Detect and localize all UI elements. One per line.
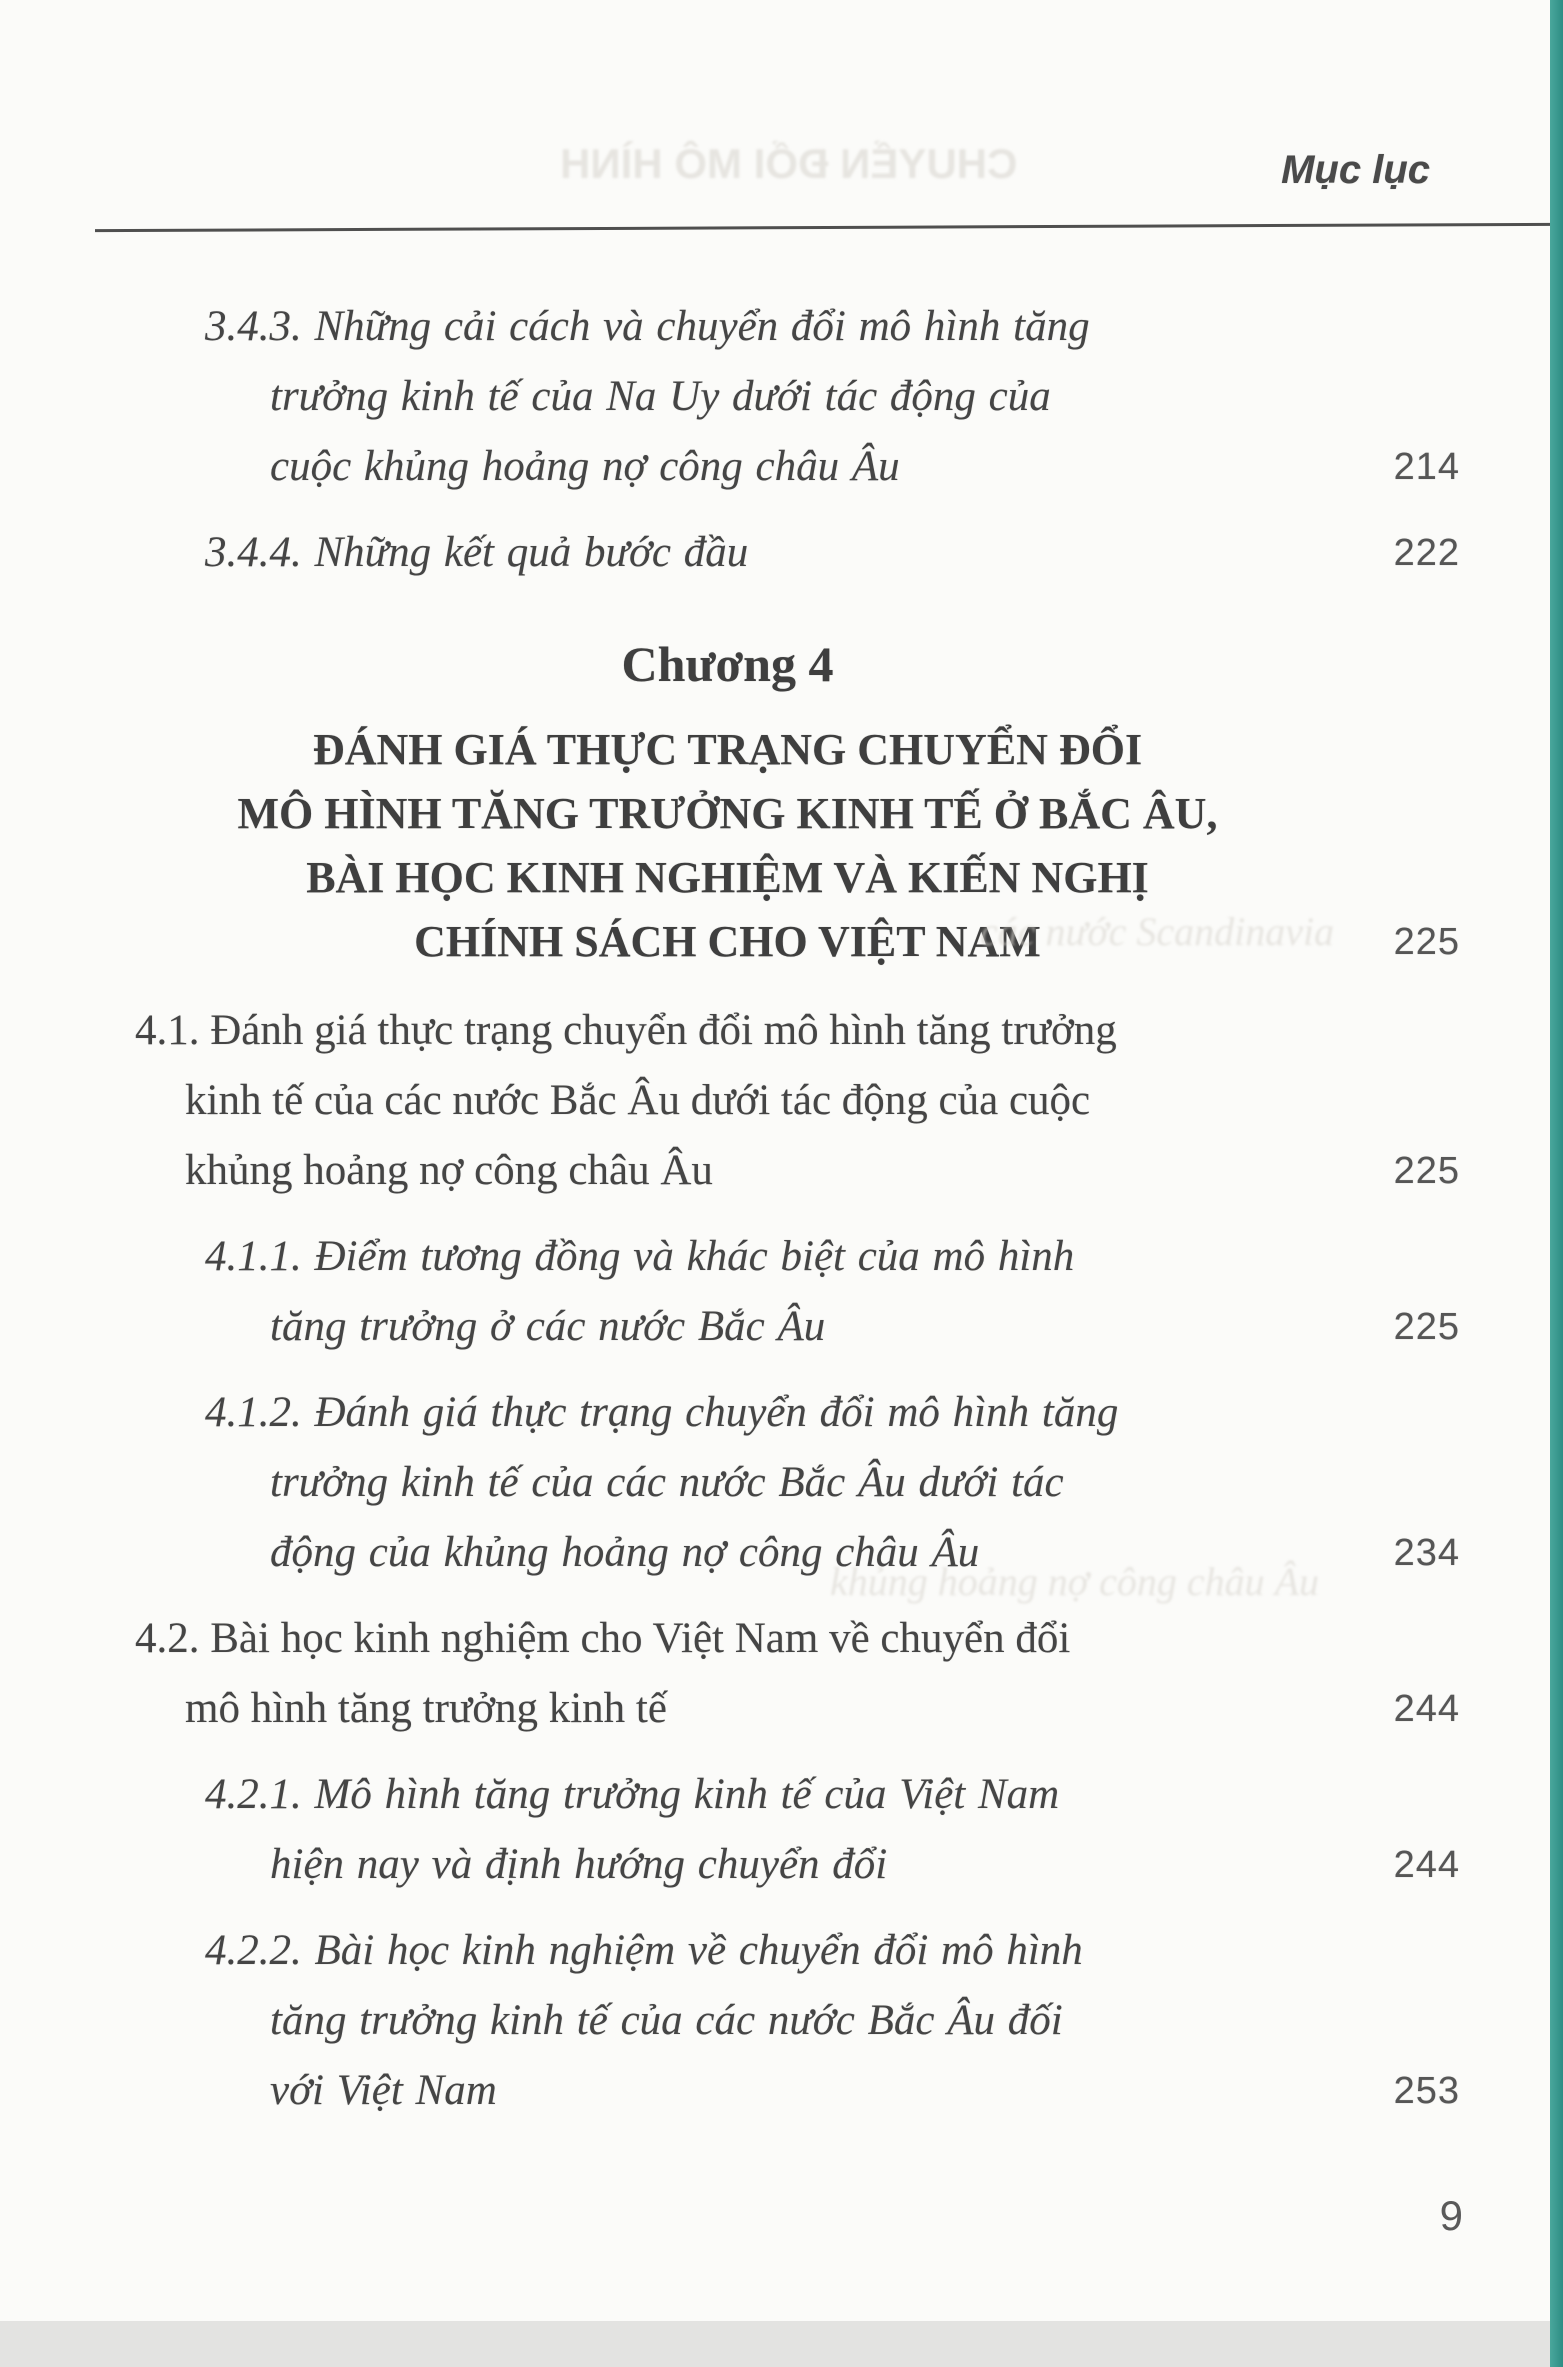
toc-entry-line: 3.4.3. Những cải cách và chuyển đổi mô hình tăng [205,303,1090,350]
scan-bottom-edge [0,2321,1563,2367]
toc-entry [135,996,1460,1206]
toc-entry-line: trưởng kinh tế của Na Uy dưới tác động của [270,373,1051,420]
toc-page-number: 222 [1393,532,1460,574]
chapter-title-line: BÀI HỌC KINH NGHIỆM VÀ KIẾN NGHỊ [306,853,1149,902]
toc-page-number: 225 [1393,921,1460,963]
toc-page-number: 214 [1393,446,1460,488]
toc-entry-line: 4.1.2. Đánh giá thực trạng chuyển đổi mô hình tăng [205,1389,1119,1436]
page-header-running-title: Mục lục [1281,148,1430,192]
toc-entry [205,518,1460,588]
toc-entry-line: tăng trưởng ở các nước Bắc Âu [270,1303,826,1350]
toc-page-number: 225 [1393,1306,1460,1348]
toc-entry-line: hiện nay và định hướng chuyển đổi [270,1841,888,1888]
toc-entry-line: 3.4.4. Những kết quả bước đầu [205,529,749,576]
toc-entry-line: 4.2. Bài học kinh nghiệm cho Việt Nam về chuyển đổi [135,1615,1071,1662]
chapter-title-line: ĐÁNH GIÁ THỰC TRẠNG CHUYỂN ĐỔI [312,725,1143,774]
toc-entry [205,1378,1460,1588]
scan-book-edge-strip [1550,0,1563,2367]
toc-entry-line: kinh tế của các nước Bắc Âu dưới tác động của cuộc [185,1077,1091,1124]
toc-entry-line: trưởng kinh tế của các nước Bắc Âu dưới tác [270,1459,1064,1506]
chapter-heading: Chương 4 [621,636,834,692]
chapter-title-line: MÔ HÌNH TĂNG TRƯỞNG KINH TẾ Ở BẮC ÂU, [237,789,1218,838]
toc-entry-line: 4.2.2. Bài học kinh nghiệm về chuyển đổi mô hình [205,1927,1083,1974]
toc-list [135,292,1460,2142]
page-number: 9 [1439,2192,1463,2239]
toc-entry [205,1222,1460,1362]
bleed-through-ghost-text: CHUYỂN ĐỔI MÔ HÌNH [560,140,1018,187]
toc-entry-line: 4.2.1. Mô hình tăng trưởng kinh tế của Việt Nam [205,1771,1060,1818]
toc-entry [135,1604,1460,1744]
bleed-through-ghost-text: khủng hoảng nợ công châu Âu [830,1559,1320,1604]
toc-entry-line: với Việt Nam [270,2067,497,2114]
toc-entry-line: mô hình tăng trưởng kinh tế [185,1685,667,1732]
toc-entry-line: tăng trưởng kinh tế của các nước Bắc Âu đối [270,1997,1063,2044]
toc-entry [205,292,1460,502]
bleed-through-ghost-text: các nước Scandinavia [980,909,1335,954]
toc-page-number: 225 [1393,1150,1460,1192]
toc-entry-line: cuộc khủng hoảng nợ công châu Âu [270,443,900,490]
header-divider-rule [95,223,1555,232]
chapter-title-line: CHÍNH SÁCH CHO VIỆT NAM [414,917,1041,966]
toc-page-number: 253 [1393,2070,1460,2112]
toc-page-number: 244 [1393,1844,1460,1886]
toc-entry [205,1916,1460,2126]
toc-entry-line: khủng hoảng nợ công châu Âu [185,1147,713,1194]
toc-entry-line: động của khủng hoảng nợ công châu Âu [270,1529,980,1576]
toc-entry [205,1760,1460,1900]
toc-entry-line: 4.1.1. Điểm tương đồng và khác biệt của mô hình [205,1233,1075,1280]
toc-page-number: 244 [1393,1688,1460,1730]
toc-page-number: 234 [1393,1532,1460,1574]
toc-entry-line: 4.1. Đánh giá thực trạng chuyển đổi mô hình tăng trưởng [135,1007,1117,1054]
